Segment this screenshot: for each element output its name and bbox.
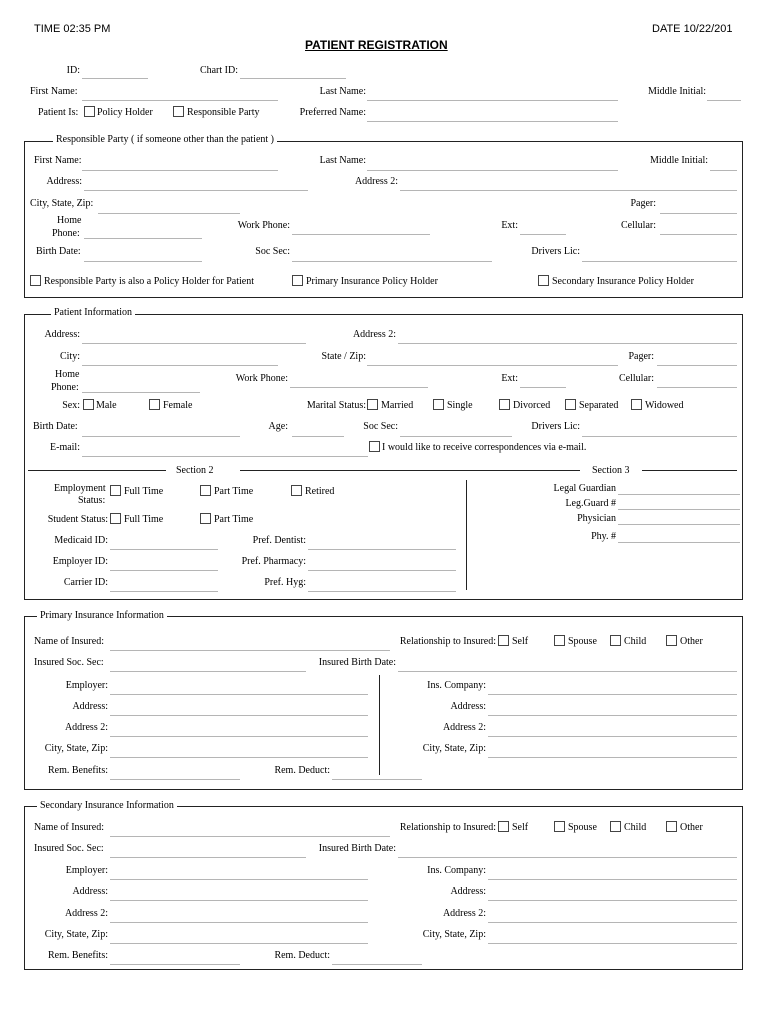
- emp-retired-label: Retired: [305, 486, 335, 497]
- pri-insured-birth-field[interactable]: [398, 671, 737, 672]
- pri-name-insured-field[interactable]: [110, 650, 390, 651]
- pt-female-label: Female: [163, 400, 193, 411]
- carrier-id-field[interactable]: [110, 591, 218, 592]
- middle-initial-label: Middle Initial:: [647, 86, 706, 97]
- stu-full-time-label: Full Time: [124, 514, 164, 525]
- sec-other-label: Other: [680, 822, 703, 833]
- pri-address-field[interactable]: [110, 715, 368, 716]
- rp-last-name-label: Last Name:: [319, 155, 366, 166]
- pri-ins-company-field[interactable]: [488, 694, 737, 695]
- rp-drivers-lic-label: Drivers Lic:: [531, 246, 580, 257]
- phy-field[interactable]: [618, 542, 740, 543]
- rp-work-phone-field[interactable]: [292, 234, 430, 235]
- rp-also-policy-holder-label: Responsible Party is also a Policy Holder for Patient: [44, 276, 254, 287]
- rp-primary-holder-label: Primary Insurance Policy Holder: [306, 276, 438, 287]
- emp-retired-checkbox[interactable]: [291, 485, 302, 496]
- policy-holder-label: Policy Holder: [97, 107, 153, 118]
- pri-rem-deduct-label: Rem. Deduct:: [274, 765, 330, 776]
- sec-city-label: City, State, Zip:: [44, 929, 108, 940]
- sec-child-label: Child: [624, 822, 647, 833]
- page-title: PATIENT REGISTRATION: [305, 38, 448, 52]
- pt-ext-field[interactable]: [520, 387, 566, 388]
- pt-male-checkbox[interactable]: [83, 399, 94, 410]
- last-name-field[interactable]: [367, 100, 618, 101]
- emp-full-time-checkbox[interactable]: [110, 485, 121, 496]
- rp-ext-field[interactable]: [520, 234, 566, 235]
- pri-ins-address-label: Address:: [450, 701, 486, 712]
- pri-rem-benefits-field[interactable]: [110, 779, 240, 780]
- sec-self-label: Self: [512, 822, 529, 833]
- rp-middle-initial-field[interactable]: [710, 170, 737, 171]
- sec-name-insured-field[interactable]: [110, 836, 390, 837]
- pri-employer-field[interactable]: [110, 694, 368, 695]
- pt-widowed-label: Widowed: [645, 400, 684, 411]
- pt-age-field[interactable]: [292, 436, 344, 437]
- pri-address2-label: Address 2:: [64, 722, 108, 733]
- sec-employer-label: Employer:: [65, 865, 108, 876]
- primary-insurance-legend: Primary Insurance Information: [37, 610, 167, 621]
- emp-part-time-checkbox[interactable]: [200, 485, 211, 496]
- pt-divorced-label: Divorced: [513, 400, 551, 411]
- pt-phone-label: Phone:: [51, 382, 79, 393]
- sec-ins-address2-field[interactable]: [488, 922, 737, 923]
- pt-pager-field[interactable]: [657, 365, 737, 366]
- pt-birth-date-field[interactable]: [82, 436, 240, 437]
- pt-email-opt-label: I would like to receive correspondences via e-mail.: [382, 442, 587, 453]
- pri-rem-benefits-label: Rem. Benefits:: [48, 765, 108, 776]
- pri-address-label: Address:: [72, 701, 108, 712]
- pt-age-label: Age:: [268, 421, 288, 432]
- sec-rem-deduct-field[interactable]: [332, 964, 422, 965]
- responsible-party-checkbox[interactable]: [173, 106, 184, 117]
- pref-dentist-label: Pref. Dentist:: [252, 535, 306, 546]
- rp-birth-date-field[interactable]: [84, 261, 202, 262]
- pri-insured-soc-label: Insured Soc. Sec:: [34, 657, 104, 668]
- patient-is-label: Patient Is:: [38, 107, 79, 118]
- pri-employer-label: Employer:: [65, 680, 108, 691]
- secondary-insurance-legend: Secondary Insurance Information: [37, 800, 177, 811]
- pt-cellular-field[interactable]: [657, 387, 737, 388]
- responsible-party-legend: Responsible Party ( if someone other than the patient ): [53, 134, 277, 145]
- employer-id-label: Employer ID:: [52, 556, 108, 567]
- rp-work-phone-label: Work Phone:: [237, 220, 290, 231]
- carrier-id-label: Carrier ID:: [63, 577, 108, 588]
- sec-ins-city-field[interactable]: [488, 943, 737, 944]
- pt-state-zip-field[interactable]: [367, 365, 618, 366]
- pt-male-label: Male: [96, 400, 117, 411]
- sec-rem-deduct-label: Rem. Deduct:: [274, 950, 330, 961]
- legal-guardian-field[interactable]: [618, 494, 740, 495]
- rp-middle-initial-label: Middle Initial:: [649, 155, 708, 166]
- rp-address-field[interactable]: [84, 190, 308, 191]
- pri-ins-company-label: Ins. Company:: [427, 680, 486, 691]
- emp-full-time-label: Full Time: [124, 486, 164, 497]
- pri-self-label: Self: [512, 636, 529, 647]
- pt-separated-checkbox[interactable]: [565, 399, 576, 410]
- pri-spouse-label: Spouse: [568, 636, 597, 647]
- pref-pharmacy-field[interactable]: [308, 570, 456, 571]
- medicaid-label: Medicaid ID:: [54, 535, 108, 546]
- first-name-field[interactable]: [82, 100, 278, 101]
- pt-drivers-lic-label: Drivers Lic:: [531, 421, 580, 432]
- section3-label: Section 3: [592, 465, 630, 476]
- employment-status-label: Status:: [78, 495, 106, 506]
- last-name-label: Last Name:: [319, 86, 366, 97]
- rp-city-label: City, State, Zip:: [30, 198, 94, 209]
- sec-other-checkbox[interactable]: [666, 821, 677, 832]
- sec-ins-company-label: Ins. Company:: [427, 865, 486, 876]
- employment-label: Employment: [54, 483, 106, 494]
- rp-birth-date-label: Birth Date:: [36, 246, 81, 257]
- rp-address-label: Address:: [46, 176, 82, 187]
- rp-pager-field[interactable]: [660, 213, 737, 214]
- pt-female-checkbox[interactable]: [149, 399, 160, 410]
- sec-insured-soc-field[interactable]: [110, 857, 306, 858]
- pri-ins-address-field[interactable]: [488, 715, 737, 716]
- pt-work-phone-field[interactable]: [290, 387, 428, 388]
- pref-pharmacy-label: Pref. Pharmacy:: [241, 556, 306, 567]
- rp-also-policy-holder-checkbox[interactable]: [30, 275, 41, 286]
- sec-address-field[interactable]: [110, 900, 368, 901]
- pt-email-field[interactable]: [82, 456, 368, 457]
- pri-ins-city-field[interactable]: [488, 757, 737, 758]
- rp-city-field[interactable]: [98, 213, 240, 214]
- medicaid-field[interactable]: [110, 549, 218, 550]
- rp-secondary-holder-label: Secondary Insurance Policy Holder: [552, 276, 694, 287]
- pref-dentist-field[interactable]: [308, 549, 456, 550]
- stu-full-time-checkbox[interactable]: [110, 513, 121, 524]
- leg-guard-label: Leg.Guard #: [565, 498, 616, 509]
- patient-info-legend: Patient Information: [51, 307, 135, 318]
- rp-last-name-field[interactable]: [367, 170, 618, 171]
- policy-holder-checkbox[interactable]: [84, 106, 95, 117]
- rp-pager-label: Pager:: [630, 198, 656, 209]
- pri-rem-deduct-field[interactable]: [332, 779, 422, 780]
- sec-ins-city-label: City, State, Zip:: [422, 929, 486, 940]
- sec-ins-address-field[interactable]: [488, 900, 737, 901]
- sec-address-label: Address:: [72, 886, 108, 897]
- rp-home-label: Home: [57, 215, 82, 226]
- employer-id-field[interactable]: [110, 570, 218, 571]
- rp-address2-field[interactable]: [400, 190, 737, 191]
- pri-ins-city-label: City, State, Zip:: [422, 743, 486, 754]
- pt-home-label: Home: [55, 369, 80, 380]
- preferred-name-label: Preferred Name:: [299, 107, 366, 118]
- pri-name-insured-label: Name of Insured:: [34, 636, 104, 647]
- pt-birth-date-label: Birth Date:: [33, 421, 78, 432]
- pri-address2-field[interactable]: [110, 736, 368, 737]
- time-label: TIME 02:35 PM: [34, 23, 111, 35]
- sec-spouse-checkbox[interactable]: [554, 821, 565, 832]
- sec-city-field[interactable]: [110, 943, 368, 944]
- sec-spouse-label: Spouse: [568, 822, 597, 833]
- pri-other-label: Other: [680, 636, 703, 647]
- leg-guard-field[interactable]: [618, 509, 740, 510]
- pri-self-checkbox[interactable]: [498, 635, 509, 646]
- pt-drivers-lic-field[interactable]: [582, 436, 737, 437]
- sec-insured-birth-field[interactable]: [398, 857, 737, 858]
- sec-employer-field[interactable]: [110, 879, 368, 880]
- sec-ins-company-field[interactable]: [488, 879, 737, 880]
- rp-address2-label: Address 2:: [354, 176, 398, 187]
- pt-single-label: Single: [447, 400, 473, 411]
- pt-ext-label: Ext:: [501, 373, 518, 384]
- pt-city-field[interactable]: [82, 365, 278, 366]
- pt-sex-label: Sex:: [62, 400, 80, 411]
- stu-part-time-checkbox[interactable]: [200, 513, 211, 524]
- pt-email-opt-checkbox[interactable]: [369, 441, 380, 452]
- physician-field[interactable]: [618, 524, 740, 525]
- pt-city-label: City:: [59, 351, 80, 362]
- rp-first-name-field[interactable]: [82, 170, 278, 171]
- responsible-party-label: Responsible Party: [187, 107, 260, 118]
- stu-part-time-label: Part Time: [214, 514, 254, 525]
- pt-widowed-checkbox[interactable]: [631, 399, 642, 410]
- pt-email-label: E-mail:: [50, 442, 80, 453]
- sec-address2-label: Address 2:: [64, 908, 108, 919]
- pt-separated-label: Separated: [579, 400, 619, 411]
- sec-rem-benefits-label: Rem. Benefits:: [48, 950, 108, 961]
- pt-home-phone-field[interactable]: [82, 392, 200, 393]
- rp-drivers-lic-field[interactable]: [582, 261, 737, 262]
- pref-hyg-label: Pref. Hyg:: [264, 577, 306, 588]
- rp-soc-sec-field[interactable]: [292, 261, 492, 262]
- date-label: DATE 10/22/201: [652, 23, 733, 35]
- pt-address2-field[interactable]: [398, 343, 737, 344]
- pri-ins-address2-field[interactable]: [488, 736, 737, 737]
- pri-child-checkbox[interactable]: [610, 635, 621, 646]
- sec-rem-benefits-field[interactable]: [110, 964, 240, 965]
- rp-cellular-label: Cellular:: [621, 220, 656, 231]
- sec-ins-address-label: Address:: [450, 886, 486, 897]
- pri-spouse-checkbox[interactable]: [554, 635, 565, 646]
- pt-soc-sec-label: Soc Sec:: [363, 421, 398, 432]
- section2-label: Section 2: [176, 465, 214, 476]
- pt-address2-label: Address 2:: [352, 329, 396, 340]
- sec-self-checkbox[interactable]: [498, 821, 509, 832]
- pt-address-label: Address:: [44, 329, 80, 340]
- rp-first-name-label: First Name:: [34, 155, 82, 166]
- phy-label: Phy. #: [591, 531, 616, 542]
- pt-address-field[interactable]: [82, 343, 306, 344]
- pt-work-phone-label: Work Phone:: [235, 373, 288, 384]
- sec-insured-soc-label: Insured Soc. Sec:: [34, 843, 104, 854]
- id-label: ID:: [66, 65, 80, 76]
- sec-child-checkbox[interactable]: [610, 821, 621, 832]
- pri-child-label: Child: [624, 636, 647, 647]
- pt-pager-label: Pager:: [628, 351, 654, 362]
- chart-id-field[interactable]: [240, 78, 346, 79]
- pt-state-zip-label: State / Zip:: [321, 351, 366, 362]
- rp-phone-label: Phone:: [52, 228, 80, 239]
- rp-ext-label: Ext:: [501, 220, 518, 231]
- pt-soc-sec-field[interactable]: [400, 436, 512, 437]
- pt-single-checkbox[interactable]: [433, 399, 444, 410]
- pt-married-checkbox[interactable]: [367, 399, 378, 410]
- rp-soc-sec-label: Soc Sec:: [255, 246, 290, 257]
- rp-cellular-field[interactable]: [660, 234, 737, 235]
- sec-insured-birth-label: Insured Birth Date:: [318, 843, 396, 854]
- preferred-name-field[interactable]: [367, 121, 618, 122]
- chart-id-label: Chart ID:: [199, 65, 238, 76]
- legal-guardian-label: Legal Guardian: [553, 483, 616, 494]
- physician-label: Physician: [577, 513, 616, 524]
- sec-name-insured-label: Name of Insured:: [34, 822, 104, 833]
- pt-divorced-checkbox[interactable]: [499, 399, 510, 410]
- rp-home-phone-field[interactable]: [84, 238, 202, 239]
- first-name-label: First Name:: [30, 86, 78, 97]
- id-field[interactable]: [82, 78, 148, 79]
- pri-insured-soc-field[interactable]: [110, 671, 306, 672]
- pref-hyg-field[interactable]: [308, 591, 456, 592]
- pri-city-label: City, State, Zip:: [44, 743, 108, 754]
- pri-relationship-label: Relationship to Insured:: [399, 636, 496, 647]
- pt-cellular-label: Cellular:: [619, 373, 654, 384]
- sec-relationship-label: Relationship to Insured:: [399, 822, 496, 833]
- sec-address2-field[interactable]: [110, 922, 368, 923]
- pri-ins-address2-label: Address 2:: [442, 722, 486, 733]
- rp-primary-holder-checkbox[interactable]: [292, 275, 303, 286]
- pri-city-field[interactable]: [110, 757, 368, 758]
- pri-insured-birth-label: Insured Birth Date:: [318, 657, 396, 668]
- pri-other-checkbox[interactable]: [666, 635, 677, 646]
- pt-married-label: Married: [381, 400, 414, 411]
- rp-secondary-holder-checkbox[interactable]: [538, 275, 549, 286]
- middle-initial-field[interactable]: [707, 100, 741, 101]
- student-status-label: Student Status:: [47, 514, 108, 525]
- emp-part-time-label: Part Time: [214, 486, 254, 497]
- sec-ins-address2-label: Address 2:: [442, 908, 486, 919]
- pt-marital-label: Marital Status:: [306, 400, 366, 411]
